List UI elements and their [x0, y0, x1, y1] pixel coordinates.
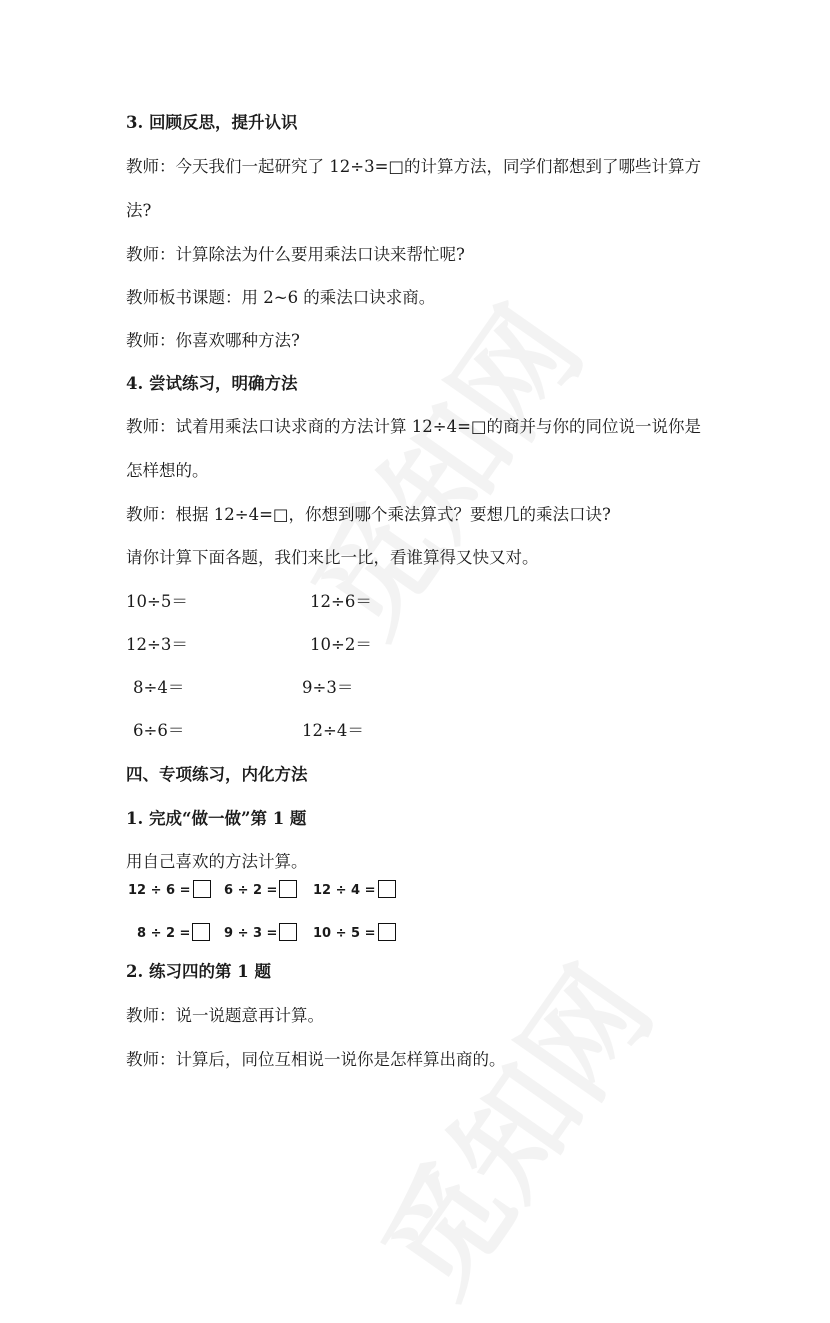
paragraph-continuation: 怎样想的。: [126, 461, 209, 480]
paragraph: 教师：你喜欢哪种方法?: [126, 331, 300, 350]
equation: 12÷3＝: [126, 635, 188, 654]
paragraph: 请你计算下面各题，我们来比一比，看谁算得又快又对。: [126, 548, 539, 567]
paragraph: 教师板书课题：用 2~6 的乘法口诀求商。: [126, 288, 436, 307]
answer-box[interactable]: [378, 880, 396, 898]
paragraph: 教师：计算除法为什么要用乘法口诀来帮忙呢?: [126, 245, 465, 264]
exercise-item: [137, 923, 210, 944]
section-heading: 3. 回顾反思，提升认识: [126, 113, 298, 132]
exercise-expression: 12 ÷ 6 =: [128, 883, 191, 898]
paragraph: 教师：计算后，同位互相说一说你是怎样算出商的。: [126, 1050, 506, 1069]
exercise-expression: 6 ÷ 2 =: [224, 883, 278, 898]
answer-box[interactable]: [192, 923, 210, 941]
equation: 12÷4＝: [302, 721, 364, 740]
exercise-item: [224, 880, 297, 901]
exercise-expression: 8 ÷ 2 =: [137, 926, 191, 941]
equation: 9÷3＝: [302, 678, 354, 697]
equation: 8÷4＝: [133, 678, 185, 697]
watermark: [336, 929, 683, 1323]
exercise-item: [128, 880, 211, 901]
paragraph: 教师：试着用乘法口诀求商的方法计算 12÷4=□的商并与你的同位说一说你是: [126, 417, 701, 436]
exercise-item: [313, 880, 396, 901]
equation: 12÷6＝: [310, 592, 372, 611]
section-heading: 4. 尝试练习，明确方法: [126, 374, 298, 393]
equation: 10÷5＝: [126, 592, 188, 611]
exercise-expression: 10 ÷ 5 =: [313, 926, 376, 941]
exercise-item: [224, 923, 297, 944]
equation: 10÷2＝: [310, 635, 372, 654]
exercise-expression: 12 ÷ 4 =: [313, 883, 376, 898]
answer-box[interactable]: [378, 923, 396, 941]
section-heading: 四、专项练习，内化方法: [126, 765, 308, 784]
paragraph-continuation: 法?: [126, 201, 152, 220]
answer-box[interactable]: [279, 923, 297, 941]
paragraph: 教师：今天我们一起研究了 12÷3=□的计算方法，同学们都想到了哪些计算方: [126, 157, 701, 176]
exercise-expression: 9 ÷ 3 =: [224, 926, 278, 941]
answer-box[interactable]: [279, 880, 297, 898]
subsection-heading: 2. 练习四的第 1 题: [126, 962, 271, 981]
paragraph: 教师：说一说题意再计算。: [126, 1006, 324, 1025]
instruction: 用自己喜欢的方法计算。: [126, 852, 308, 871]
answer-box[interactable]: [193, 880, 211, 898]
exercise-item: [313, 923, 396, 944]
paragraph: 教师：根据 12÷4=□，你想到哪个乘法算式？要想几的乘法口诀?: [126, 505, 611, 524]
equation: 6÷6＝: [133, 721, 185, 740]
subsection-heading: 1. 完成“做一做”第 1 题: [126, 809, 307, 828]
